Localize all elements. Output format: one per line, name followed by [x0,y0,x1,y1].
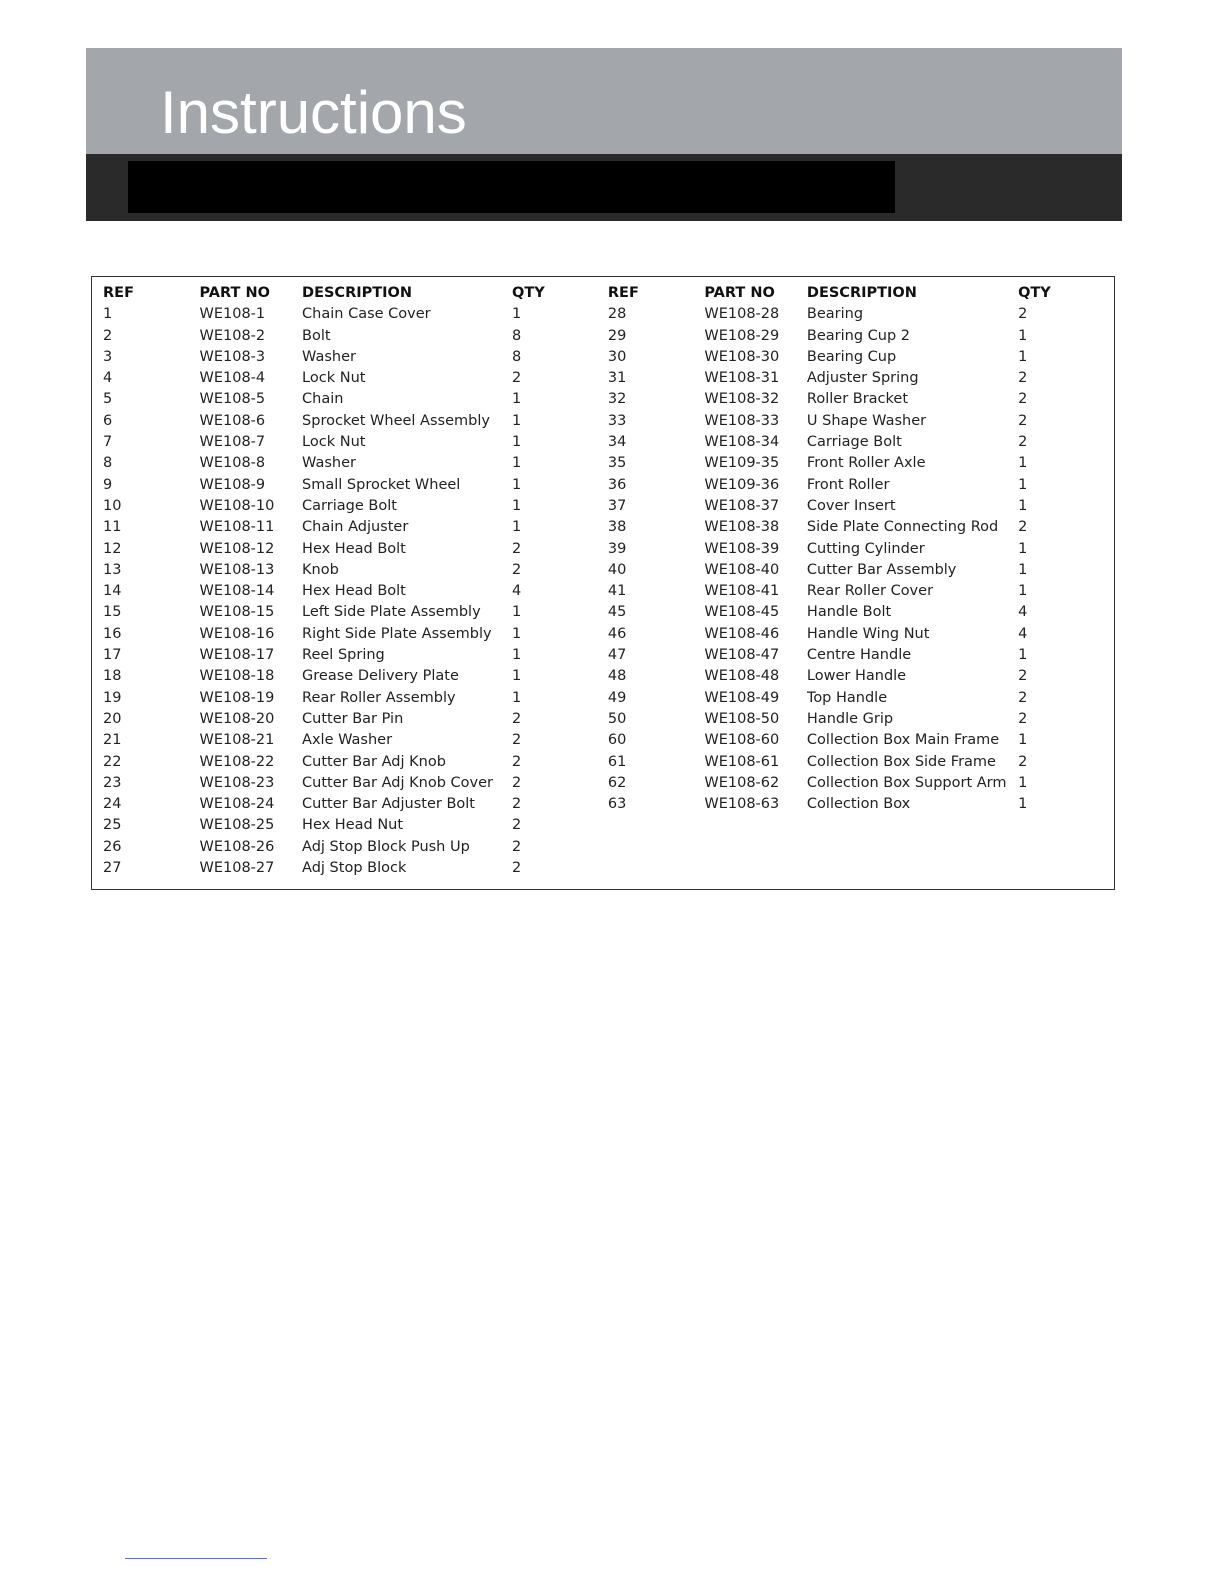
header-description: DESCRIPTION [806,285,917,301]
qty-cell: 2 [512,710,522,727]
part-no-cell: WE108-15 [199,604,275,621]
qty-cell: 1 [1018,732,1028,749]
part-no-cell [704,837,807,858]
qty-cell: 2 [1018,306,1028,323]
part-no-cell: WE108-63 [704,796,780,813]
part-no-cell: WE108-62 [704,774,780,791]
description-cell: Rear Roller Assembly [302,689,456,706]
ref-cell: 34 [607,434,627,451]
part-no-cell: WE109-35 [704,455,780,472]
ref-cell [608,815,705,836]
ref-cell: 40 [607,561,627,578]
part-no-cell: WE108-50 [704,710,780,727]
part-no-cell: WE108-7 [199,434,266,451]
description-cell: Adj Stop Block Push Up [302,838,470,855]
description-cell: Chain Case Cover [302,306,431,323]
table-row [103,539,1114,560]
part-no-cell: WE108-29 [704,327,780,344]
part-no-cell: WE108-20 [199,710,275,727]
description-cell [807,837,1018,858]
part-no-cell: WE108-5 [199,391,266,408]
description-cell: Bearing [806,306,864,323]
description-cell: Axle Washer [302,732,393,749]
part-no-cell: WE108-1 [199,306,266,323]
qty-cell [1018,858,1114,879]
qty-cell: 1 [1018,796,1028,813]
part-no-cell: WE108-46 [704,625,780,642]
table-row [103,496,1114,517]
ref-cell: 16 [103,625,122,642]
description-cell: Chain [302,391,344,408]
ref-cell: 28 [607,306,627,323]
header-dark-band [86,154,1122,221]
qty-cell: 2 [1018,710,1028,727]
qty-cell: 2 [1018,370,1028,387]
description-cell: Lock Nut [302,370,366,387]
table-row [103,304,1114,325]
part-no-cell [704,858,807,879]
table-row [103,858,1114,879]
qty-cell: 1 [512,604,522,621]
table-row [103,347,1114,368]
part-no-cell: WE108-2 [199,327,266,344]
qty-cell [1018,837,1114,858]
qty-cell: 8 [512,327,522,344]
part-no-cell: WE108-47 [704,647,780,664]
ref-cell: 15 [103,604,122,621]
description-cell: Collection Box Main Frame [806,732,1000,749]
table-row [103,624,1114,645]
description-cell: Lock Nut [302,434,366,451]
part-no-cell: WE108-30 [704,348,780,365]
table-row [103,730,1114,751]
part-no-cell: WE108-33 [704,412,780,429]
part-no-cell: WE108-13 [199,561,275,578]
ref-cell: 3 [103,348,113,365]
ref-cell: 48 [607,668,627,685]
part-no-cell: WE109-36 [704,476,780,493]
description-cell: Cutter Bar Adjuster Bolt [302,796,475,813]
qty-cell: 4 [1018,604,1028,621]
qty-cell: 2 [512,753,522,770]
header-banner [86,48,1122,154]
description-cell: Handle Wing Nut [806,625,930,642]
ref-cell: 7 [103,434,113,451]
part-no-cell: WE108-26 [199,838,275,855]
header-qty: QTY [512,285,545,301]
ref-cell: 24 [103,796,122,813]
ref-cell: 9 [103,476,113,493]
part-no-cell: WE108-61 [704,753,780,770]
table-header-row [103,283,1114,304]
description-cell: Left Side Plate Assembly [302,604,481,621]
qty-cell: 1 [512,625,522,642]
footer-link-underline [125,1558,267,1559]
ref-cell: 30 [607,348,627,365]
part-no-cell: WE108-22 [199,753,275,770]
ref-cell: 47 [607,647,627,664]
ref-cell: 11 [103,519,122,536]
table-row [103,773,1114,794]
ref-cell: 22 [103,753,122,770]
ref-cell: 60 [607,732,627,749]
ref-cell: 10 [103,497,122,514]
parts-table [103,283,1114,879]
qty-cell: 1 [1018,348,1028,365]
description-cell: Washer [302,348,356,365]
description-cell: Chain Adjuster [302,519,409,536]
table-row [103,837,1114,858]
description-cell [807,858,1018,879]
part-no-cell: WE108-9 [199,476,266,493]
qty-cell: 1 [1018,583,1028,600]
part-no-cell: WE108-48 [704,668,780,685]
ref-cell: 46 [607,625,627,642]
ref-cell: 49 [607,689,627,706]
ref-cell: 25 [103,817,122,834]
ref-cell: 41 [607,583,627,600]
part-no-cell: WE108-32 [704,391,780,408]
qty-cell: 1 [512,455,522,472]
header-part-no: PART NO [199,285,270,301]
description-cell: Handle Bolt [806,604,892,621]
ref-cell [608,858,705,879]
ref-cell: 27 [103,860,122,877]
description-cell: Cutter Bar Adj Knob Cover [302,774,493,791]
qty-cell: 2 [512,732,522,749]
part-no-cell: WE108-27 [199,860,275,877]
part-no-cell: WE108-18 [199,668,275,685]
qty-cell: 2 [1018,391,1028,408]
ref-cell: 19 [103,689,122,706]
ref-cell: 23 [103,774,122,791]
description-cell: Bearing Cup 2 [806,327,911,344]
header-description: DESCRIPTION [302,285,413,301]
part-no-cell: WE108-6 [199,412,266,429]
description-cell: Cutter Bar Pin [302,710,404,727]
part-no-cell: WE108-8 [199,455,266,472]
qty-cell [1018,815,1114,836]
description-cell: Reel Spring [302,647,385,664]
qty-cell: 8 [512,348,522,365]
ref-cell: 4 [103,370,113,387]
description-cell: Small Sprocket Wheel [302,476,461,493]
description-cell: Cutting Cylinder [806,540,925,557]
ref-cell: 18 [103,668,122,685]
ref-cell: 32 [607,391,627,408]
description-cell: Washer [302,455,356,472]
part-no-cell: WE108-19 [199,689,275,706]
ref-cell: 50 [607,710,627,727]
table-row [103,475,1114,496]
qty-cell: 2 [1018,434,1028,451]
part-no-cell: WE108-21 [199,732,275,749]
table-row [103,326,1114,347]
part-no-cell: WE108-14 [199,583,275,600]
part-no-cell: WE108-16 [199,625,275,642]
qty-cell: 1 [512,519,522,536]
table-row [103,389,1114,410]
description-cell: Rear Roller Cover [806,583,934,600]
part-no-cell: WE108-38 [704,519,780,536]
description-cell: Front Roller [806,476,890,493]
ref-cell: 8 [103,455,113,472]
ref-cell: 37 [607,497,627,514]
part-no-cell: WE108-31 [704,370,780,387]
ref-cell: 61 [607,753,627,770]
part-no-cell: WE108-12 [199,540,275,557]
description-cell: Roller Bracket [806,391,909,408]
description-cell: Cover Insert [806,497,896,514]
description-cell: Bolt [302,327,331,344]
qty-cell: 1 [512,647,522,664]
description-cell: Handle Grip [806,710,894,727]
page-title: Instructions [160,79,467,146]
table-row [103,752,1114,773]
table-row [103,709,1114,730]
redacted-block [128,161,895,213]
description-cell: Collection Box [806,796,911,813]
part-no-cell: WE108-25 [199,817,275,834]
ref-cell: 38 [607,519,627,536]
description-cell: Hex Head Nut [302,817,404,834]
qty-cell: 2 [1018,519,1028,536]
description-cell: Carriage Bolt [302,497,397,514]
table-row [103,815,1114,836]
part-no-cell: WE108-11 [199,519,275,536]
part-no-cell: WE108-40 [704,561,780,578]
description-cell: Collection Box Support Arm [806,774,1007,791]
part-no-cell: WE108-4 [199,370,266,387]
qty-cell: 2 [512,774,522,791]
ref-cell: 62 [607,774,627,791]
qty-cell: 2 [512,817,522,834]
description-cell: Bearing Cup [806,348,897,365]
ref-cell: 12 [103,540,122,557]
qty-cell: 1 [1018,497,1028,514]
qty-cell: 1 [1018,561,1028,578]
table-row [103,688,1114,709]
ref-cell: 35 [607,455,627,472]
part-no-cell: WE108-28 [704,306,780,323]
qty-cell: 1 [1018,476,1028,493]
qty-cell: 2 [512,370,522,387]
table-row [103,794,1114,815]
description-cell: Grease Delivery Plate [302,668,459,685]
description-cell: Sprocket Wheel Assembly [302,412,490,429]
qty-cell: 2 [512,540,522,557]
description-cell: Front Roller Axle [806,455,926,472]
qty-cell: 2 [512,561,522,578]
qty-cell: 2 [512,860,522,877]
ref-cell: 63 [607,796,627,813]
ref-cell: 14 [103,583,122,600]
table-row [103,560,1114,581]
part-no-cell: WE108-17 [199,647,275,664]
table-row [103,645,1114,666]
header-part-no: PART NO [704,285,775,301]
qty-cell: 1 [512,412,522,429]
header-ref: REF [103,285,134,301]
qty-cell: 4 [1018,625,1028,642]
part-no-cell: WE108-41 [704,583,780,600]
description-cell: Collection Box Side Frame [806,753,996,770]
part-no-cell: WE108-39 [704,540,780,557]
part-no-cell: WE108-34 [704,434,780,451]
table-row [103,581,1114,602]
part-no-cell: WE108-23 [199,774,275,791]
ref-cell: 20 [103,710,122,727]
part-no-cell: WE108-37 [704,497,780,514]
description-cell: Adj Stop Block [302,860,407,877]
ref-cell [608,837,705,858]
qty-cell: 1 [512,689,522,706]
table-row [103,411,1114,432]
description-cell: Side Plate Connecting Rod [806,519,999,536]
qty-cell: 1 [512,391,522,408]
description-cell: Adjuster Spring [806,370,919,387]
qty-cell: 1 [1018,327,1028,344]
qty-cell: 1 [512,497,522,514]
qty-cell: 2 [1018,753,1028,770]
part-no-cell [704,815,807,836]
description-cell: Hex Head Bolt [302,583,406,600]
qty-cell: 2 [512,796,522,813]
ref-cell: 6 [103,412,113,429]
table-row [103,368,1114,389]
ref-cell: 31 [607,370,627,387]
qty-cell: 4 [512,583,522,600]
ref-cell: 17 [103,647,122,664]
qty-cell: 1 [1018,774,1028,791]
description-cell: Knob [302,561,339,578]
table-row [103,602,1114,623]
description-cell: Carriage Bolt [806,434,902,451]
description-cell [807,815,1018,836]
part-no-cell: WE108-24 [199,796,275,813]
header-ref: REF [607,285,639,301]
part-no-cell: WE108-60 [704,732,780,749]
description-cell: Centre Handle [806,647,912,664]
table-row [103,453,1114,474]
description-cell: U Shape Washer [806,412,927,429]
ref-cell: 39 [607,540,627,557]
ref-cell: 45 [607,604,627,621]
qty-cell: 1 [512,434,522,451]
part-no-cell: WE108-49 [704,689,780,706]
ref-cell: 26 [103,838,122,855]
ref-cell: 5 [103,391,113,408]
description-cell: Top Handle [806,689,888,706]
table-row [103,517,1114,538]
ref-cell: 13 [103,561,122,578]
qty-cell: 1 [512,306,522,323]
ref-cell: 1 [103,306,113,323]
part-no-cell: WE108-3 [199,348,266,365]
parts-list-box [91,276,1115,890]
ref-cell: 29 [607,327,627,344]
table-row [103,666,1114,687]
description-cell: Right Side Plate Assembly [302,625,492,642]
qty-cell: 2 [1018,412,1028,429]
part-no-cell: WE108-45 [704,604,780,621]
ref-cell: 21 [103,732,122,749]
qty-cell: 1 [512,668,522,685]
qty-cell: 1 [1018,647,1028,664]
header-qty: QTY [1018,285,1051,301]
description-cell: Lower Handle [806,668,907,685]
description-cell: Cutter Bar Assembly [806,561,957,578]
qty-cell: 1 [1018,540,1028,557]
qty-cell: 2 [512,838,522,855]
qty-cell: 2 [1018,689,1028,706]
qty-cell: 2 [1018,668,1028,685]
description-cell: Hex Head Bolt [302,540,406,557]
ref-cell: 36 [607,476,627,493]
qty-cell: 1 [1018,455,1028,472]
ref-cell: 33 [607,412,627,429]
description-cell: Cutter Bar Adj Knob [302,753,446,770]
table-row [103,432,1114,453]
ref-cell: 2 [103,327,113,344]
qty-cell: 1 [512,476,522,493]
part-no-cell: WE108-10 [199,497,275,514]
